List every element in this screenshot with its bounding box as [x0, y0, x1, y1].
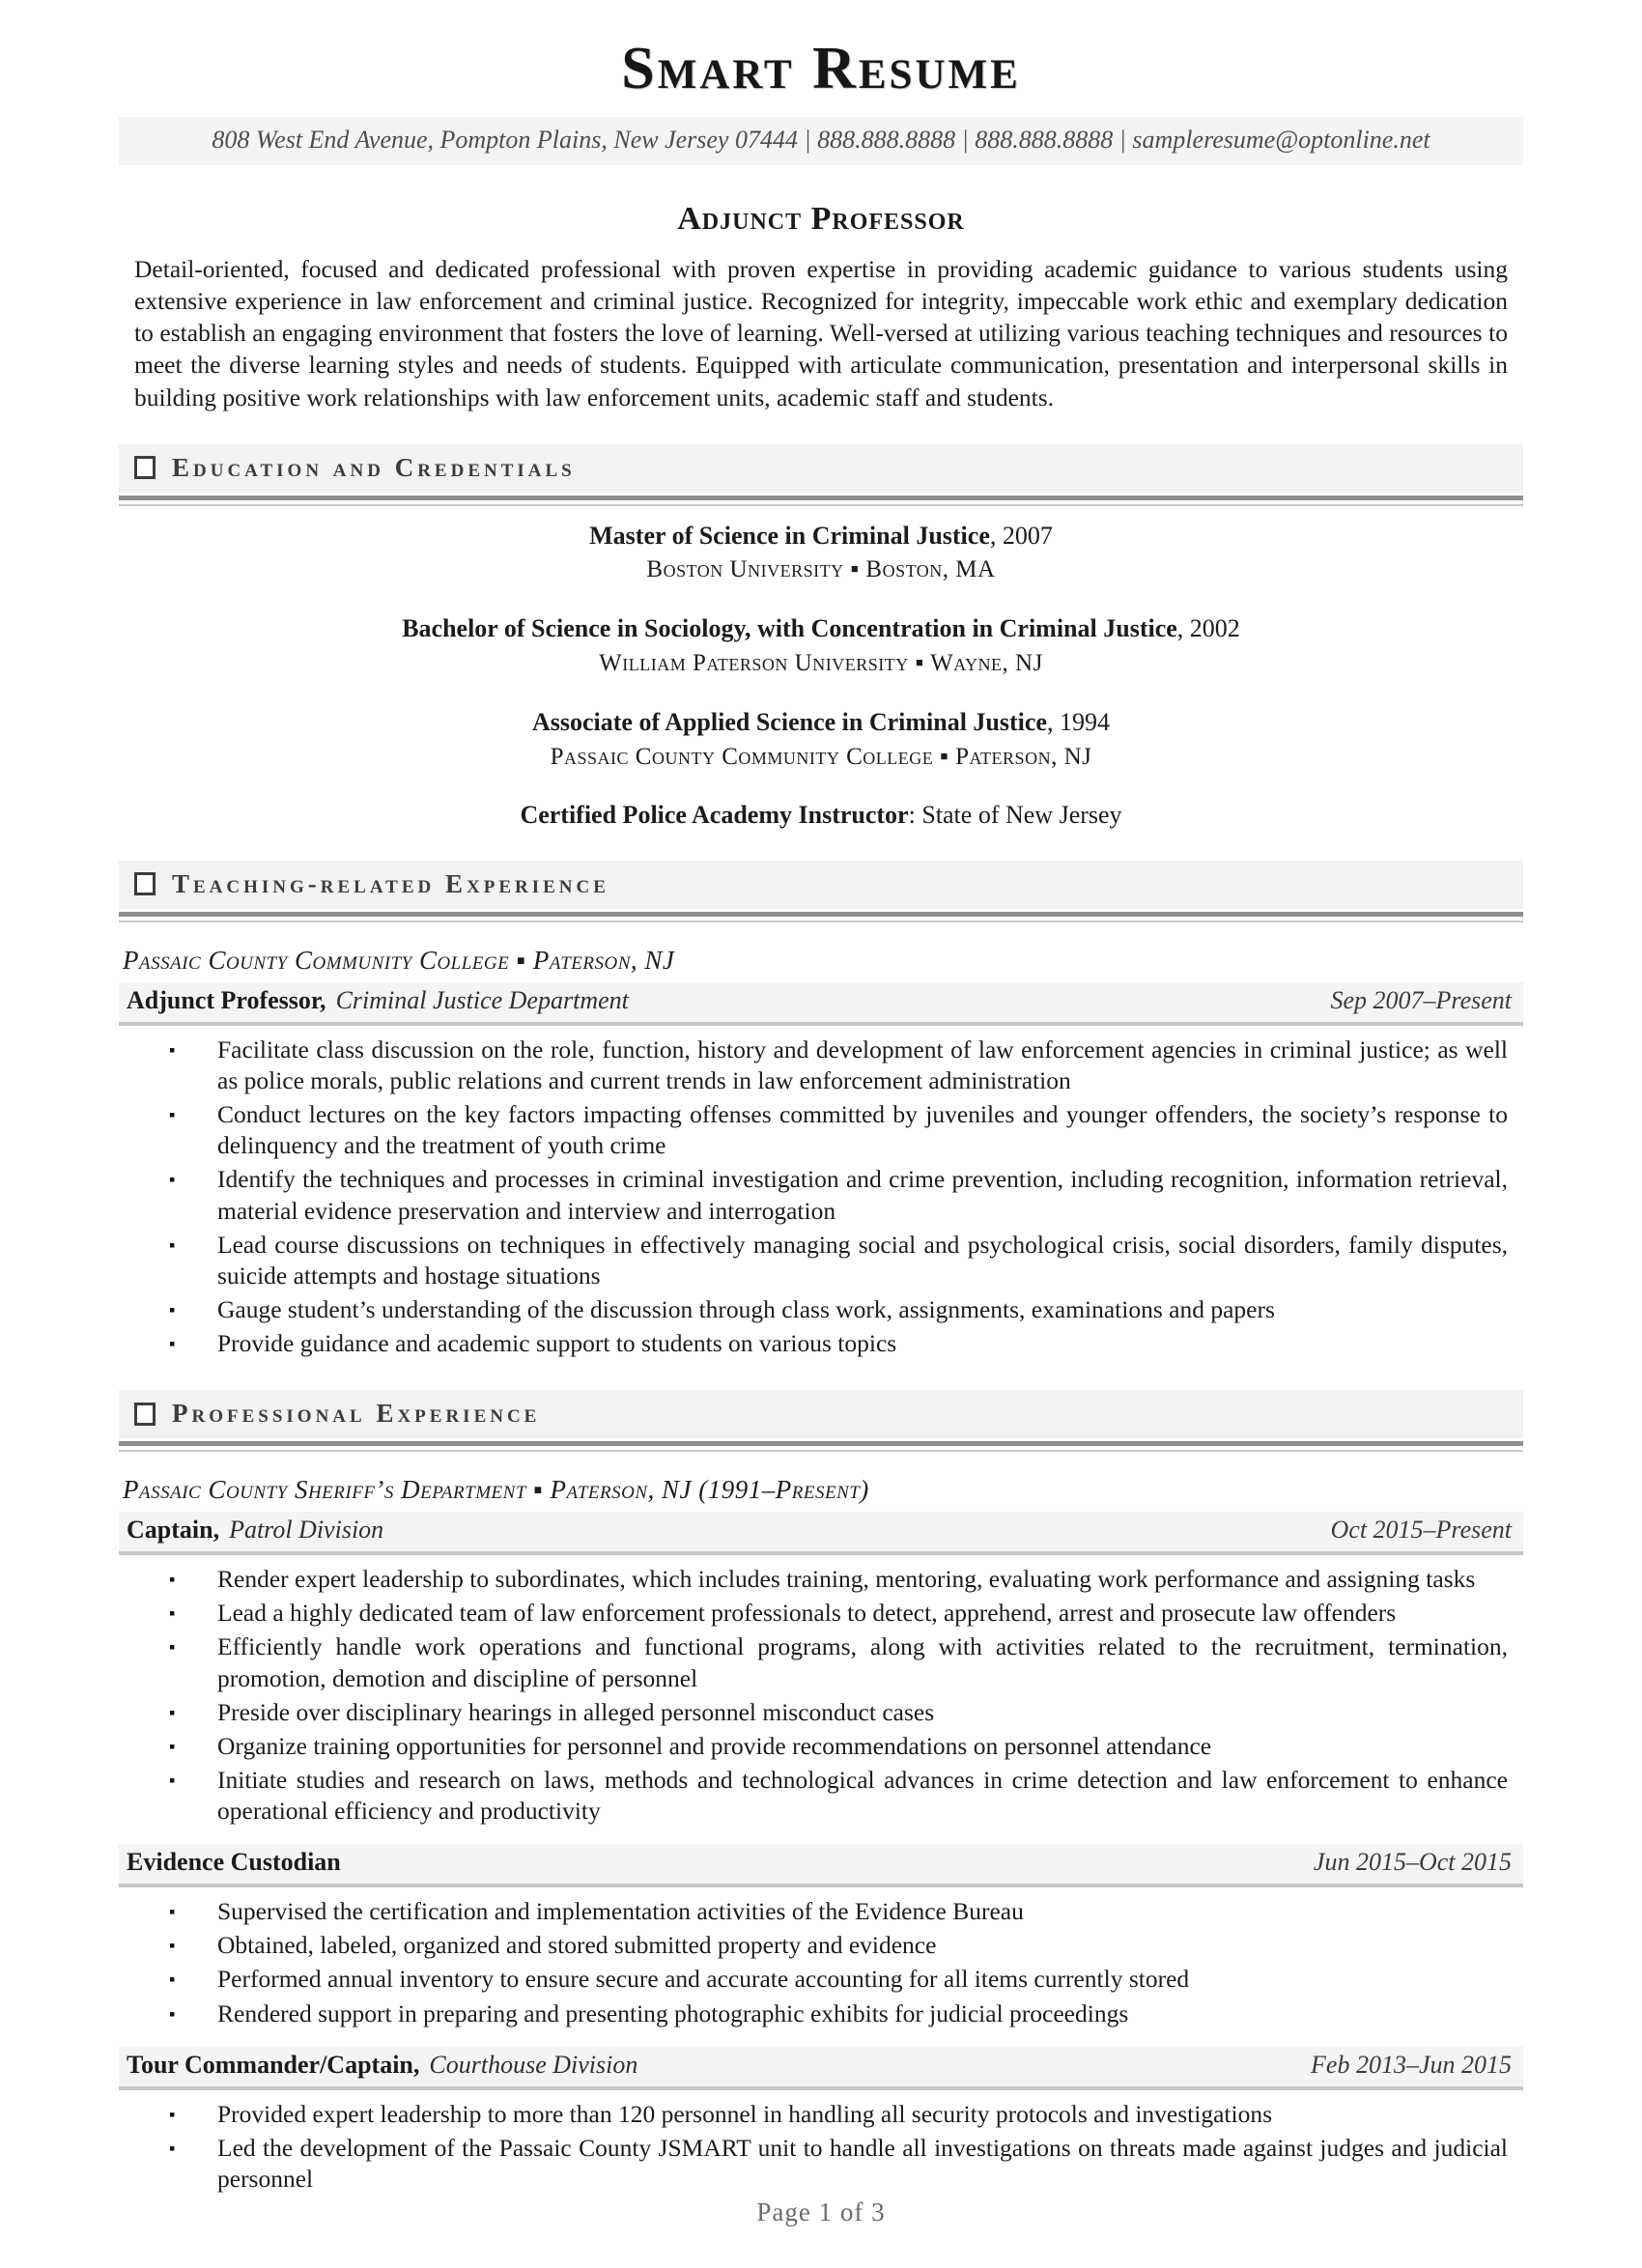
page-number: Page 1 of 3 [756, 2197, 886, 2227]
job-department: Criminal Justice Department [335, 985, 629, 1014]
certification-line [119, 801, 1523, 830]
bullet-square-icon: ▪ [169, 1902, 176, 1922]
bullet-item: ▪ Obtained, labeled, organized and stored submitted property and evidence [119, 1930, 1523, 1961]
section-heading: Professional Experience [172, 1399, 541, 1429]
bullet-item: ▪ Conduct lectures on the key factors impacting offenses committed by juveniles and younger offenders, the society’s response to delinquency and the treatment of youth crime [119, 1099, 1523, 1161]
checkbox-icon [134, 456, 156, 479]
degree-name: Master of Science in Criminal Justice [589, 521, 990, 550]
job-title: Captain, [127, 1516, 220, 1545]
job-dates: Feb 2013–Jun 2015 [1311, 2050, 1512, 2079]
degree-year: , 2002 [1176, 614, 1240, 643]
section-rule-dark [119, 1441, 1523, 1446]
education-entry [119, 521, 1523, 585]
degree-year: , 1994 [1046, 708, 1110, 737]
bullet-square-icon: ▪ [169, 1736, 176, 1756]
bullet-square-icon: ▪ [169, 1637, 176, 1658]
bullet-item: ▪ Provided expert leadership to more than 120 personnel in handling all security protocols and investigations [119, 2099, 1523, 2130]
school-name: Passaic County Community College ▪ Paterson, NJ [550, 743, 1092, 770]
bullet-square-icon: ▪ [169, 1570, 176, 1590]
section-rule-light [119, 1450, 1523, 1452]
job-title: Adjunct Professor, [127, 985, 326, 1014]
certification-title: Certified Police Academy Instructor [520, 800, 909, 829]
bullet-square-icon: ▪ [169, 2003, 176, 2024]
bullet-square-icon: ▪ [169, 1105, 176, 1125]
job-header [119, 1844, 1523, 1887]
school-name: Boston University ▪ Boston, MA [646, 556, 996, 583]
bullet-square-icon: ▪ [169, 1603, 176, 1624]
page-title: Smart Resume [621, 36, 1021, 101]
job-title: Evidence Custodian [127, 1848, 341, 1877]
target-job-title: Adjunct Professor [677, 201, 965, 237]
teaching-section-header [119, 861, 1523, 909]
bullet-square-icon: ▪ [169, 1334, 176, 1354]
section-heading: Teaching-related Experience [172, 868, 609, 898]
bullet-item: ▪ Rendered support in preparing and presenting photographic exhibits for judicial proceedings [119, 1999, 1523, 2029]
job-department: Courthouse Division [429, 2050, 638, 2079]
summary-paragraph: Detail-oriented, focused and dedicated professional with proven expertise in providing academic guidance to various students using extensive experience in law enforcement and criminal justice. Recognized for integrity, impeccable work ethic and exemplary dedication to establish an engaging environment that fosters the love of learning. Well-versed at utilizing various teaching techniques and resources to meet the diverse learning styles and needs of students. Equipped with articulate communication, presentation and interpersonal skills in building positive work relationships with law enforcement units, academic staff and students. [134, 255, 1508, 411]
school-name: William Paterson University ▪ Wayne, NJ [599, 649, 1043, 676]
checkbox-icon [134, 1403, 156, 1426]
job-bullet-list [119, 2099, 1523, 2195]
job-header [119, 982, 1523, 1026]
contact-info: 808 West End Avenue, Pompton Plains, New Jersey 07444 | 888.888.8888 | 888.888.8888 | sampleresume@optonline.net [212, 126, 1430, 154]
bullet-item: ▪ Provide guidance and academic support to students on various topics [119, 1328, 1523, 1359]
job-header [119, 1512, 1523, 1555]
degree-year: , 2007 [989, 521, 1053, 550]
bullet-item: ▪ Lead course discussions on techniques in effectively managing social and psychological crisis, social disorders, family disputes, suicide attempts and hostage situations [119, 1230, 1523, 1291]
section-heading: Education and Credentials [172, 452, 576, 482]
bullet-square-icon: ▪ [169, 2104, 176, 2124]
contact-bar [119, 117, 1523, 165]
bullet-square-icon: ▪ [169, 1234, 176, 1255]
bullet-square-icon: ▪ [169, 2138, 176, 2158]
section-rule-light [119, 504, 1523, 506]
bullet-item: ▪ Render expert leadership to subordinates, which includes training, mentoring, evaluating work performance and assigning tasks [119, 1564, 1523, 1595]
bullet-item: ▪ Identify the techniques and processes in criminal investigation and crime prevention, including recognition, information retrieval, material evidence preservation and interview and interrogation [119, 1164, 1523, 1226]
bullet-square-icon: ▪ [169, 1970, 176, 1990]
section-teaching-experience [119, 861, 1523, 1359]
professional-section-header [119, 1390, 1523, 1438]
job-bullet-list [119, 1896, 1523, 2029]
section-rule-dark [119, 912, 1523, 917]
resume-body [119, 170, 1523, 2197]
bullet-item: ▪ Preside over disciplinary hearings in alleged personnel misconduct cases [119, 1697, 1523, 1728]
job-dates: Sep 2007–Present [1330, 985, 1512, 1014]
bullet-item: ▪ Efficiently handle work operations and functional programs, along with activities related to the recruitment, termination, promotion, demotion and discipline of personnel [119, 1631, 1523, 1693]
bullet-square-icon: ▪ [169, 1936, 176, 1956]
education-entry [119, 707, 1523, 772]
bullet-square-icon: ▪ [169, 1299, 176, 1319]
degree-name: Associate of Applied Science in Criminal Justice [532, 708, 1047, 737]
education-entry [119, 613, 1523, 678]
education-section-header [119, 444, 1523, 493]
bullet-item: ▪ Lead a highly dedicated team of law enforcement professionals to detect, apprehend, arrest and prosecute law offenders [119, 1598, 1523, 1629]
job-header [119, 2047, 1523, 2090]
job-bullet-list [119, 1564, 1523, 1827]
job-dates: Jun 2015–Oct 2015 [1313, 1848, 1512, 1877]
bullet-item: ▪ Performed annual inventory to ensure secure and accurate accounting for all items currently stored [119, 1964, 1523, 1995]
bullet-item: ▪ Led the development of the Passaic County JSMART unit to handle all investigations on threats made against judges and judicial personnel [119, 2133, 1523, 2195]
section-education [119, 444, 1523, 830]
bullet-square-icon: ▪ [169, 1039, 176, 1060]
employer-line: Passaic County Sheriff’s Department ▪ Paterson, NJ (1991–Present) [123, 1475, 869, 1505]
job-dates: Oct 2015–Present [1330, 1516, 1512, 1545]
bullet-square-icon: ▪ [169, 1770, 176, 1790]
section-rule-light [119, 921, 1523, 922]
job-bullet-list [119, 1035, 1523, 1359]
bullet-item: ▪ Organize training opportunities for personnel and provide recommendations on personnel attendance [119, 1731, 1523, 1762]
bullet-square-icon: ▪ [169, 1170, 176, 1190]
employer-line: Passaic County Community College ▪ Paterson, NJ [123, 945, 675, 975]
section-rule-dark [119, 496, 1523, 500]
checkbox-icon [134, 872, 156, 895]
section-professional-experience [119, 1390, 1523, 2195]
job-department: Patrol Division [229, 1516, 384, 1545]
job-title: Tour Commander/Captain, [127, 2050, 420, 2079]
bullet-item: ▪ Facilitate class discussion on the role, function, history and development of law enforcement agencies in criminal justice; as well as police morals, public relations and current trends in law enforcement administration [119, 1035, 1523, 1096]
bullet-square-icon: ▪ [169, 1702, 176, 1722]
certification-detail: : State of New Jersey [908, 800, 1122, 829]
bullet-item: ▪ Supervised the certification and implementation activities of the Evidence Bureau [119, 1896, 1523, 1927]
degree-name: Bachelor of Science in Sociology, with Concentration in Criminal Justice [402, 614, 1177, 643]
bullet-item: ▪ Gauge student’s understanding of the discussion through class work, assignments, examinations and papers [119, 1294, 1523, 1325]
bullet-item: ▪ Initiate studies and research on laws, methods and technological advances in crime detection and law enforcement to enhance operational efficiency and productivity [119, 1765, 1523, 1827]
